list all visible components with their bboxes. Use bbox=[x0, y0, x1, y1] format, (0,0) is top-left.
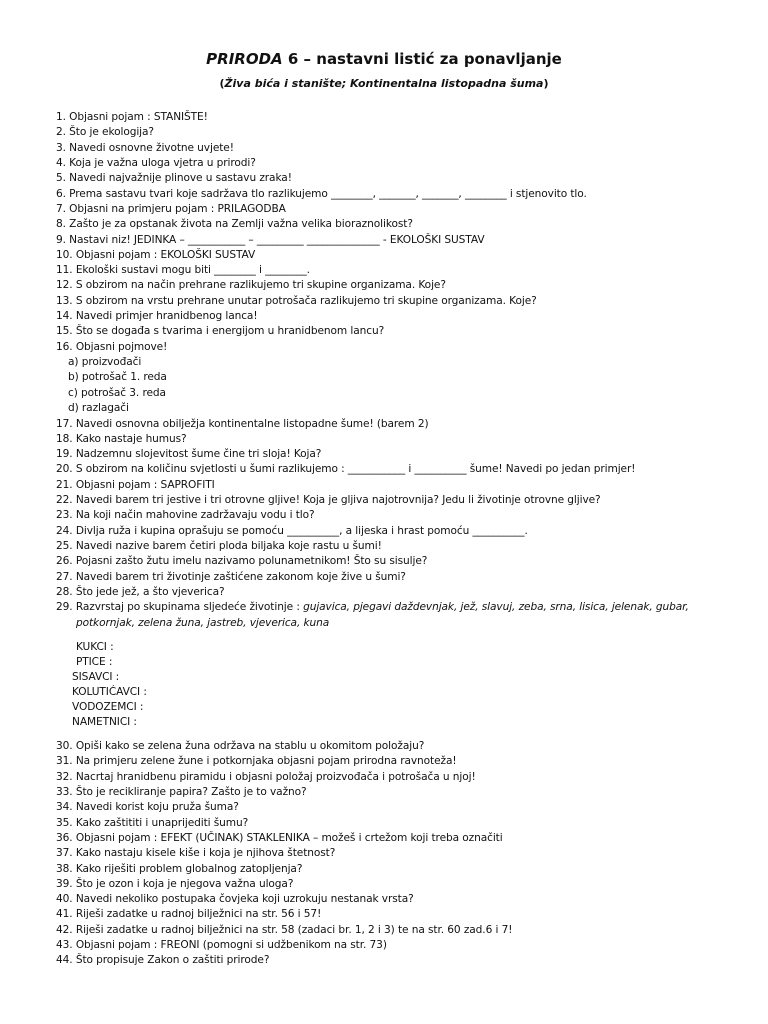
q29-animals-line1: gujavica, pjegavi daždevnjak, jež, slavuj, zeba, srna, lisica, jelenak, gubar, bbox=[303, 601, 689, 613]
question-32: 32. Nacrtaj hranidbenu piramidu i objasni položaj proizvođača i potrošača u njoj! bbox=[56, 771, 476, 783]
question-24: 24. Divlja ruža i kupina oprašuju se pomoću __________, a lijeska i hrast pomoću __________. bbox=[56, 525, 528, 537]
question-25: 25. Navedi nazive barem četiri ploda biljaka koje rastu u šumi! bbox=[56, 540, 382, 552]
question-28: 28. Što jede jež, a što vjeverica? bbox=[56, 586, 225, 598]
question-29 bbox=[56, 601, 689, 613]
question-18: 18. Kako nastaje humus? bbox=[56, 433, 187, 445]
question-34: 34. Navedi korist koju pruža šuma? bbox=[56, 801, 239, 813]
question-40: 40. Navedi nekoliko postupaka čovjeka koji uzrokuju nestanak vrsta? bbox=[56, 893, 414, 905]
title-rest: 6 – nastavni listić za ponavljanje bbox=[282, 50, 562, 68]
question-35: 35. Kako zaštititi i unaprijediti šumu? bbox=[56, 817, 249, 829]
question-36: 36. Objasni pojam : EFEKT (UČINAK) STAKLENIKA – možeš i crtežom koji treba označiti bbox=[56, 832, 503, 844]
question-13: 13. S obzirom na vrstu prehrane unutar potrošača razlikujemo tri skupine organizama. Koje? bbox=[56, 295, 537, 307]
question-3: 3. Navedi osnovne životne uvjete! bbox=[56, 142, 234, 154]
question-41: 41. Riješi zadatke u radnoj bilježnici na str. 56 i 57! bbox=[56, 908, 322, 920]
question-6: 6. Prema sastavu tvari koje sadržava tlo razlikujemo ________, _______, _______, ________ i stjenovito tlo. bbox=[56, 188, 587, 200]
question-15: 15. Što se događa s tvarima i energijom u hranidbenom lancu? bbox=[56, 325, 385, 337]
question-2: 2. Što je ekologija? bbox=[56, 126, 154, 138]
group-kukci: KUKCI : bbox=[76, 641, 114, 653]
q29-animals-line2: potkornjak, zelena žuna, jastreb, vjeverica, kuna bbox=[76, 617, 330, 629]
question-31: 31. Na primjeru zelene žune i potkornjaka objasni pojam prirodna ravnoteža! bbox=[56, 755, 457, 767]
question-33: 33. Što je recikliranje papira? Zašto je to važno? bbox=[56, 786, 307, 798]
question-23: 23. Na koji način mahovine zadržavaju vodu i tlo? bbox=[56, 509, 315, 521]
question-27: 27. Navedi barem tri životinje zaštićene zakonom koje žive u šumi? bbox=[56, 571, 406, 583]
question-43: 43. Objasni pojam : FREONI (pomogni si udžbenikom na str. 73) bbox=[56, 939, 387, 951]
worksheet-title bbox=[0, 50, 768, 68]
question-17: 17. Navedi osnovna obilježja kontinentalne listopadne šume! (barem 2) bbox=[56, 418, 429, 430]
question-26: 26. Pojasni zašto žutu imelu nazivamo polunametnikom! Što su sisulje? bbox=[56, 555, 428, 567]
worksheet-subtitle bbox=[0, 77, 768, 90]
question-16: 16. Objasni pojmove! bbox=[56, 341, 168, 353]
subtitle-topic: Živa bića i stanište; Kontinentalna listopadna šuma bbox=[224, 77, 544, 90]
question-42: 42. Riješi zadatke u radnoj bilježnici na str. 58 (zadaci br. 1, 2 i 3) te na str. 60 zad.6 i 7! bbox=[56, 924, 513, 936]
q16-item-d: d) razlagači bbox=[68, 402, 129, 414]
question-12: 12. S obzirom na način prehrane razlikujemo tri skupine organizama. Koje? bbox=[56, 279, 446, 291]
q29-prefix: 29. Razvrstaj po skupinama sljedeće životinje : bbox=[56, 601, 304, 613]
question-14: 14. Navedi primjer hranidbenog lanca! bbox=[56, 310, 258, 322]
group-ptice: PTICE : bbox=[76, 656, 113, 668]
group-nametnici: NAMETNICI : bbox=[72, 716, 137, 728]
q16-item-b: b) potrošač 1. reda bbox=[68, 371, 167, 383]
question-11: 11. Ekološki sustavi mogu biti ________ i ________. bbox=[56, 264, 310, 276]
question-21: 21. Objasni pojam : SAPROFITI bbox=[56, 479, 215, 491]
group-vodozemci: VODOZEMCI : bbox=[72, 701, 144, 713]
question-7: 7. Objasni na primjeru pojam : PRILAGODBA bbox=[56, 203, 286, 215]
question-39: 39. Što je ozon i koja je njegova važna uloga? bbox=[56, 878, 294, 890]
question-1: 1. Objasni pojam : STANIŠTE! bbox=[56, 111, 208, 123]
question-5: 5. Navedi najvažnije plinove u sastavu zraka! bbox=[56, 172, 292, 184]
question-30: 30. Opiši kako se zelena žuna održava na stablu u okomitom položaju? bbox=[56, 740, 425, 752]
subtitle-open: ( bbox=[219, 77, 225, 90]
question-37: 37. Kako nastaju kisele kiše i koja je njihova štetnost? bbox=[56, 847, 336, 859]
group-sisavci: SISAVCI : bbox=[72, 671, 120, 683]
question-20: 20. S obzirom na količinu svjetlosti u šumi razlikujemo : ___________ i __________ šume! Navedi po jedan primjer! bbox=[56, 463, 636, 475]
question-22: 22. Navedi barem tri jestive i tri otrovne gljive! Koja je gljiva najotrovnija? Jedu li životinje otrovne gljive? bbox=[56, 494, 601, 506]
q16-item-c: c) potrošač 3. reda bbox=[68, 387, 166, 399]
group-kolutićavci: KOLUTIĆAVCI : bbox=[72, 686, 147, 698]
question-38: 38. Kako riješiti problem globalnog zatopljenja? bbox=[56, 863, 303, 875]
question-9: 9. Nastavi niz! JEDINKA – ___________ – _________ ______________ - EKOLOŠKI SUSTAV bbox=[56, 234, 485, 246]
title-subject: PRIRODA bbox=[206, 50, 283, 68]
question-44: 44. Što propisuje Zakon o zaštiti prirode? bbox=[56, 954, 270, 966]
question-4: 4. Koja je važna uloga vjetra u prirodi? bbox=[56, 157, 256, 169]
q16-item-a: a) proizvođači bbox=[68, 356, 142, 368]
subtitle-close: ) bbox=[543, 77, 549, 90]
question-10: 10. Objasni pojam : EKOLOŠKI SUSTAV bbox=[56, 249, 256, 261]
question-8: 8. Zašto je za opstanak života na Zemlji važna velika bioraznolikost? bbox=[56, 218, 413, 230]
question-19: 19. Nadzemnu slojevitost šume čine tri sloja! Koja? bbox=[56, 448, 322, 460]
